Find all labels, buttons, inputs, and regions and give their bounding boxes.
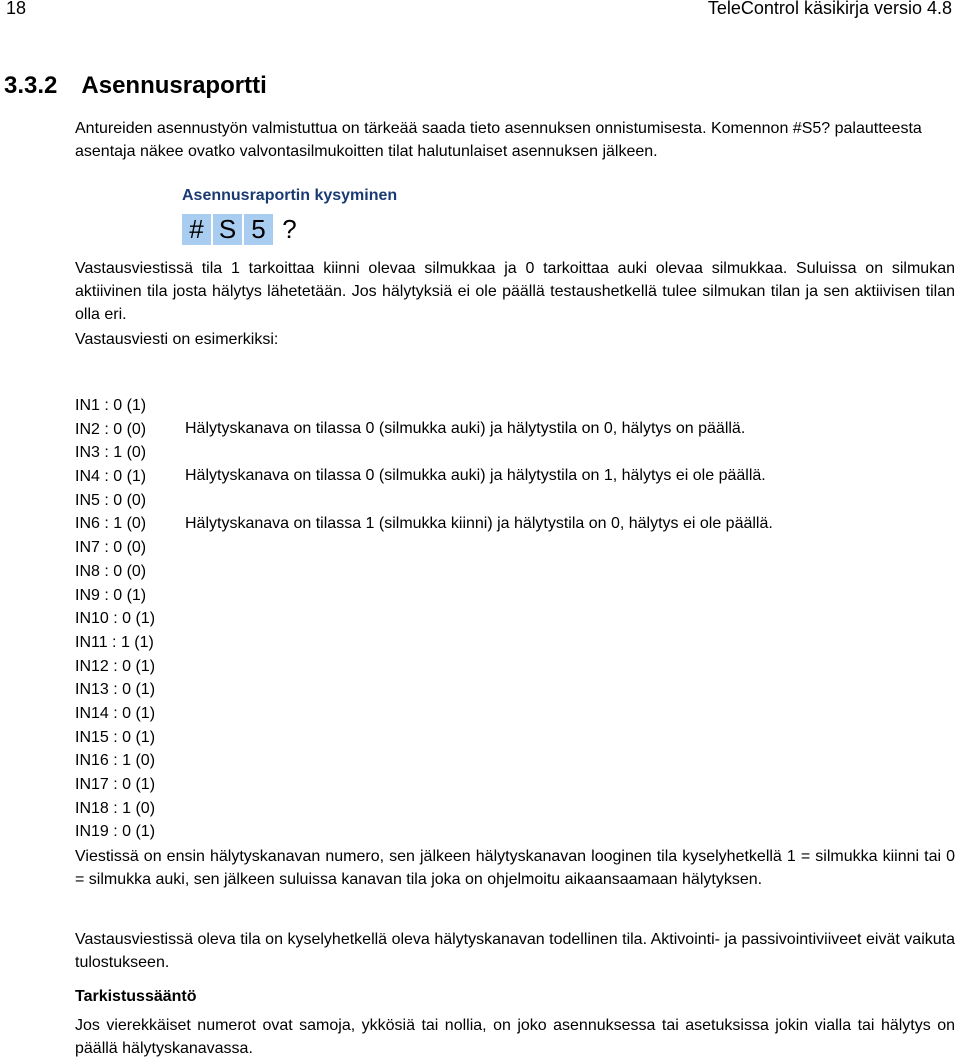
list-item: IN17 : 0 (1) — [75, 776, 156, 793]
section-number: 3.3.2 — [4, 72, 58, 99]
example-intro: Vastausviesti on esimerkiksi: — [75, 331, 279, 348]
list-item: IN7 : 0 (0) — [75, 539, 147, 557]
list-item: IN19 : 0 (1) — [75, 823, 156, 841]
list-item: IN13 : 0 (1) — [75, 681, 156, 699]
check-heading: Tarkistussääntö — [75, 988, 197, 1005]
command-char-s: S — [213, 214, 242, 245]
list-item: IN8 : 0 (0) — [75, 562, 147, 580]
list-item: IN3 : 1 (0) — [75, 444, 147, 462]
state-paragraph: Vastausviestissä oleva tila on kyselyhetkellä oleva hälytyskanavan todellinen tila. Aktivointi- ja passivointiviiveet eivät vaikuta tulostukseen. — [75, 931, 955, 971]
list-item: IN16 : 1 (0) — [75, 752, 156, 770]
command-char-5: 5 — [244, 214, 273, 245]
section-title: Asennusraportti — [81, 72, 267, 99]
intro-paragraph: Antureiden asennustyön valmistuttua on tärkeää saada tieto asennuksen onnistumisesta. Komennon #S5? palautteesta asentaja näkee ovatko valvontasilmukoitten tilat halutunlaiset asennuksen jälkeen. — [75, 120, 922, 160]
list-item: IN15 : 0 (1) — [75, 728, 156, 746]
list-item: IN11 : 1 (1) — [75, 633, 154, 651]
query-heading: Asennusraportin kysyminen — [182, 187, 398, 204]
list-item: IN5 : 0 (0) — [75, 491, 147, 509]
command-boxes — [182, 214, 304, 245]
explanation-paragraph: Vastausviestissä tila 1 tarkoittaa kiinni olevaa silmukkaa ja 0 tarkoittaa auki olevaa silmukkaa. Suluissa on silmukan aktiivinen tila josta hälytys lähetetään. Jos hälytyksiä ei ole päällä testaushetkellä tulee silmukan tilan ja sen aktiivisen tilan olla eri. — [75, 260, 955, 323]
command-char-question: ? — [282, 214, 297, 244]
command-char-hash: # — [182, 214, 211, 245]
list-item: IN2 : 0 (0) — [75, 420, 147, 438]
note-in6: Hälytyskanava on tilassa 1 (silmukka kiinni) ja hälytystila on 0, hälytys ei ole päällä. — [185, 514, 773, 532]
list-item: IN9 : 0 (1) — [75, 586, 147, 604]
section-heading — [4, 72, 267, 100]
list-item: IN1 : 0 (1) — [75, 397, 147, 414]
note-in2: Hälytyskanava on tilassa 0 (silmukka auki) ja hälytystila on 0, hälytys on päällä. — [185, 420, 746, 437]
input-list — [75, 394, 155, 844]
message-paragraph: Viestissä on ensin hälytyskanavan numero, sen jälkeen hälytyskanavan looginen tila kyselyhetkellä 1 = silmukka kiinni tai 0 = silmukka auki, sen jälkeen suluissa kanavan tila joka on ohjelmoitu aikaansaamaan hälytyksen. — [75, 848, 955, 888]
page-number: 18 — [6, 0, 27, 18]
list-item: IN18 : 1 (0) — [75, 799, 156, 817]
list-item: IN10 : 0 (1) — [75, 610, 156, 628]
input-notes — [185, 417, 773, 559]
list-item: IN4 : 0 (1) — [75, 468, 147, 486]
list-item: IN12 : 0 (1) — [75, 657, 156, 675]
list-item: IN14 : 0 (1) — [75, 704, 156, 722]
list-item: IN6 : 1 (0) — [75, 515, 147, 533]
check-paragraph: Jos vierekkäiset numerot ovat samoja, ykkösiä tai nollia, on joko asennuksessa tai asetuksissa jokin vialla tai hälytys on päällä hälytyskanavassa. — [75, 1017, 955, 1057]
note-in4: Hälytyskanava on tilassa 0 (silmukka auki) ja hälytystila on 1, hälytys ei ole päällä. — [185, 467, 766, 485]
running-header: TeleControl käsikirja versio 4.8 — [707, 0, 952, 18]
